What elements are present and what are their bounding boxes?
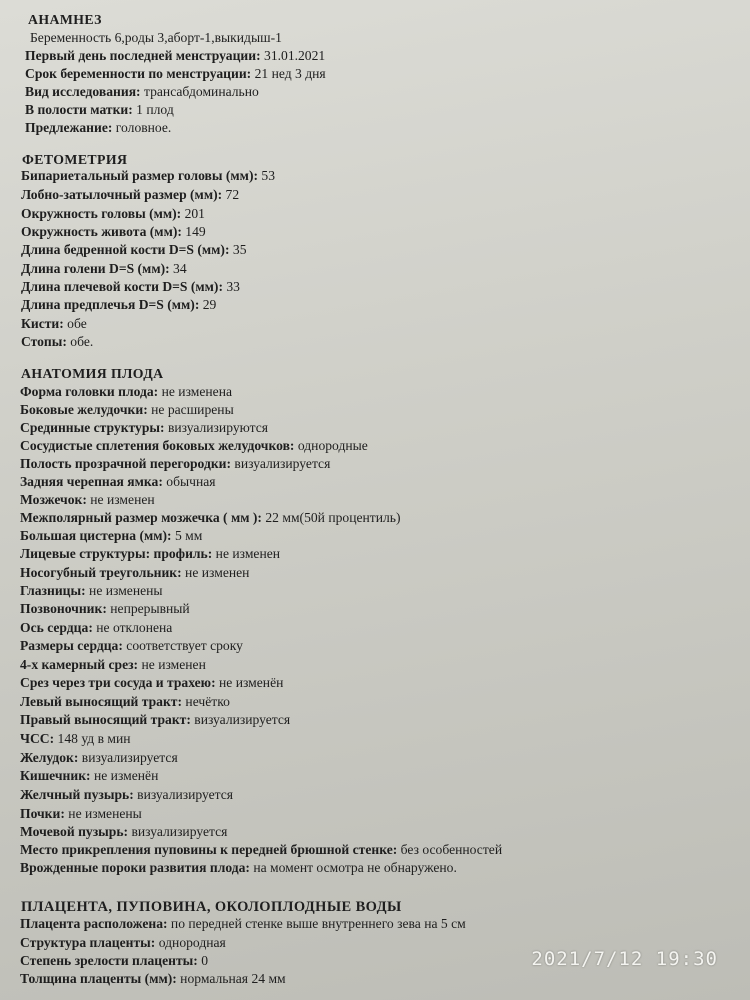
row-value: нечётко	[182, 694, 230, 709]
row-value: 0	[197, 953, 209, 968]
row-label: Форма головки плода:	[20, 384, 159, 399]
row-label: Кисти:	[21, 316, 64, 331]
row-rvot	[20, 712, 290, 728]
row-ac	[21, 224, 206, 240]
row-value: визуализируется	[190, 712, 291, 727]
row-cerebellum-size	[20, 510, 401, 526]
row-label: Ось сердца:	[20, 620, 93, 635]
row-placenta-maturity	[20, 953, 208, 969]
row-label: Плацента расположена:	[20, 916, 168, 931]
row-value: 34	[169, 261, 187, 276]
row-label: Структура плаценты:	[20, 935, 156, 950]
row-label: Вид исследования:	[25, 84, 141, 99]
row-value: без особенностей	[397, 842, 503, 857]
row-value: обе	[63, 316, 87, 331]
row-value: не изменён	[90, 768, 159, 783]
row-value: 149	[181, 224, 206, 239]
row-label: Место прикрепления пуповины к передней брюшной стенке:	[20, 842, 398, 857]
row-value: не расширены	[147, 402, 234, 417]
row-value: соответствует сроку	[122, 638, 243, 653]
row-gallbladder	[20, 787, 233, 803]
row-head-shape	[20, 384, 232, 400]
row-value: 1 плод	[132, 102, 174, 117]
row-femur	[21, 242, 247, 258]
row-value: не изменена	[158, 384, 233, 399]
section-title-anatomy: АНАТОМИЯ ПЛОДА	[21, 366, 164, 381]
row-value: визуализируется	[231, 456, 331, 471]
row-value: обе.	[66, 334, 94, 349]
row-value: 31.01.2021	[260, 48, 326, 63]
row-label: ЧСС:	[20, 731, 55, 746]
row-value: не изменен	[181, 565, 250, 580]
row-placenta-location	[20, 916, 466, 932]
row-label: Задняя черепная ямка:	[20, 474, 163, 489]
row-label: Срединные структуры:	[20, 420, 165, 435]
row-nasolabial	[20, 565, 249, 581]
row-tibia	[21, 261, 187, 277]
row-humerus	[21, 279, 240, 295]
section-title-placenta: ПЛАЦЕНТА, ПУПОВИНА, ОКОЛОПЛОДНЫЕ ВОДЫ	[21, 899, 402, 915]
row-label: 4-х камерный срез:	[20, 657, 139, 672]
row-intestine	[20, 768, 158, 784]
row-feet	[21, 334, 93, 350]
row-gestational-age	[25, 66, 326, 82]
row-value: не изменён	[215, 675, 284, 690]
row-value: по передней стенке выше внутреннего зева на 5 см	[167, 916, 466, 931]
row-value: не изменены	[85, 583, 163, 598]
row-kidneys	[20, 806, 142, 822]
row-label: Межполярный размер мозжечка ( мм ):	[20, 510, 262, 525]
row-four-chamber	[20, 657, 206, 673]
row-value: не отклонена	[92, 620, 173, 635]
row-fetus-count	[25, 102, 174, 118]
row-value: 22 мм(50й процентиль)	[261, 510, 401, 525]
row-value: 148 уд в мин	[54, 731, 131, 746]
row-value: 33	[222, 279, 240, 294]
row-label: Бипариетальный размер головы (мм):	[21, 168, 258, 183]
row-label: В полости матки:	[25, 102, 133, 117]
row-label: Длина предплечья D=S (мм):	[21, 297, 200, 312]
row-label: Степень зрелости плаценты:	[20, 953, 198, 968]
row-posterior-fossa	[20, 474, 216, 490]
row-label: Окружность живота (мм):	[21, 224, 182, 239]
row-label: Мозжечок:	[20, 492, 87, 507]
row-placenta-structure	[20, 935, 226, 951]
row-label: Длина плечевой кости D=S (мм):	[21, 279, 223, 294]
row-placenta-thickness	[20, 971, 286, 987]
row-label: Кишечник:	[20, 768, 91, 783]
row-orbits	[20, 583, 163, 599]
row-value: не изменен	[138, 657, 206, 672]
row-cisterna-magna	[20, 528, 202, 544]
row-bladder	[20, 824, 227, 840]
row-value: визуализируется	[133, 787, 234, 802]
row-label: Длина голени D=S (мм):	[21, 261, 170, 276]
row-label: Полость прозрачной перегородки:	[20, 456, 232, 471]
row-bpd	[21, 168, 275, 184]
row-heart-size	[20, 638, 243, 654]
row-value: 5 мм	[171, 528, 203, 543]
row-value: трансабдоминально	[140, 84, 259, 99]
row-value: 21 нед 3 дня	[251, 66, 326, 81]
row-value: обычная	[162, 474, 216, 489]
row-label: Лицевые структуры: профиль:	[20, 546, 213, 561]
row-value: однородная	[155, 935, 226, 950]
row-value: не изменен	[86, 492, 155, 507]
row-value: не изменены	[64, 806, 142, 821]
photo-timestamp: 2021/7/12 19:30	[531, 948, 718, 970]
row-value: 201	[181, 206, 205, 221]
row-value: 72	[222, 187, 240, 202]
row-lateral-ventricles	[20, 402, 234, 418]
row-value: непрерывный	[106, 601, 190, 616]
row-label: Мочевой пузырь:	[20, 824, 129, 839]
row-value: на момент осмотра не обнаружено.	[249, 860, 457, 875]
row-midline-structures	[20, 420, 268, 436]
row-label: Размеры сердца:	[20, 638, 123, 653]
row-label: Левый выносящий тракт:	[20, 694, 183, 709]
row-value: 53	[258, 168, 275, 183]
row-label: Первый день последней менструации:	[25, 48, 261, 63]
row-label: Толщина плаценты (мм):	[20, 971, 177, 986]
row-value: 29	[199, 297, 217, 312]
row-lmp	[25, 48, 325, 64]
row-label: Боковые желудочки:	[20, 402, 148, 417]
section-title-anamnesis: АНАМНЕЗ	[28, 12, 102, 27]
row-value: визуализируется	[128, 824, 228, 839]
row-cerebellum	[20, 492, 155, 508]
row-congenital-defects	[20, 860, 457, 876]
row-value: Беременность 6,роды 3,аборт-1,выкидыш-1	[30, 30, 282, 45]
row-label: Желудок:	[20, 750, 79, 765]
row-choroid-plexus	[20, 438, 368, 454]
row-label: Срок беременности по менструации:	[25, 66, 252, 81]
row-presentation	[25, 120, 171, 136]
row-forearm	[21, 297, 216, 313]
row-cord-insertion	[20, 842, 502, 858]
row-label: Врожденные пороки развития плода:	[20, 860, 250, 875]
pregnancy-history	[30, 30, 282, 46]
row-facial-profile	[20, 546, 280, 562]
row-value: визуализируются	[164, 420, 268, 435]
row-stomach	[20, 750, 178, 766]
row-heart-rate	[20, 731, 131, 747]
row-value: нормальная 24 мм	[176, 971, 286, 986]
row-value: головное.	[112, 120, 172, 135]
row-label: Желчный пузырь:	[20, 787, 134, 802]
row-hands	[21, 316, 87, 332]
row-label: Сосудистые сплетения боковых желудочков:	[20, 438, 295, 453]
row-lvot	[20, 694, 230, 710]
row-label: Срез через три сосуда и трахею:	[20, 675, 216, 690]
row-label: Позвоночник:	[20, 601, 107, 616]
row-label: Лобно-затылочный размер (мм):	[21, 187, 223, 202]
row-heart-axis	[20, 620, 172, 636]
row-label: Большая цистерна (мм):	[20, 528, 172, 543]
row-value: визуализируется	[78, 750, 178, 765]
row-label: Носогубный треугольник:	[20, 565, 182, 580]
row-label: Окружность головы (мм):	[21, 206, 182, 221]
row-label: Глазницы:	[20, 583, 86, 598]
row-value: однородные	[294, 438, 368, 453]
row-label: Стопы:	[21, 334, 67, 349]
row-value: не изменен	[212, 546, 281, 561]
row-exam-type	[25, 84, 259, 100]
row-value: 35	[229, 242, 247, 257]
row-hc	[21, 206, 205, 222]
row-label: Правый выносящий тракт:	[20, 712, 191, 727]
row-label: Длина бедренной кости D=S (мм):	[21, 242, 230, 257]
row-cavum-septi	[20, 456, 330, 472]
row-ofd	[21, 187, 239, 203]
row-label: Предлежание:	[25, 120, 113, 135]
row-label: Почки:	[20, 806, 65, 821]
row-spine	[20, 601, 190, 617]
row-three-vessel	[20, 675, 283, 691]
section-title-fetometry: ФЕТОМЕТРИЯ	[22, 152, 128, 167]
